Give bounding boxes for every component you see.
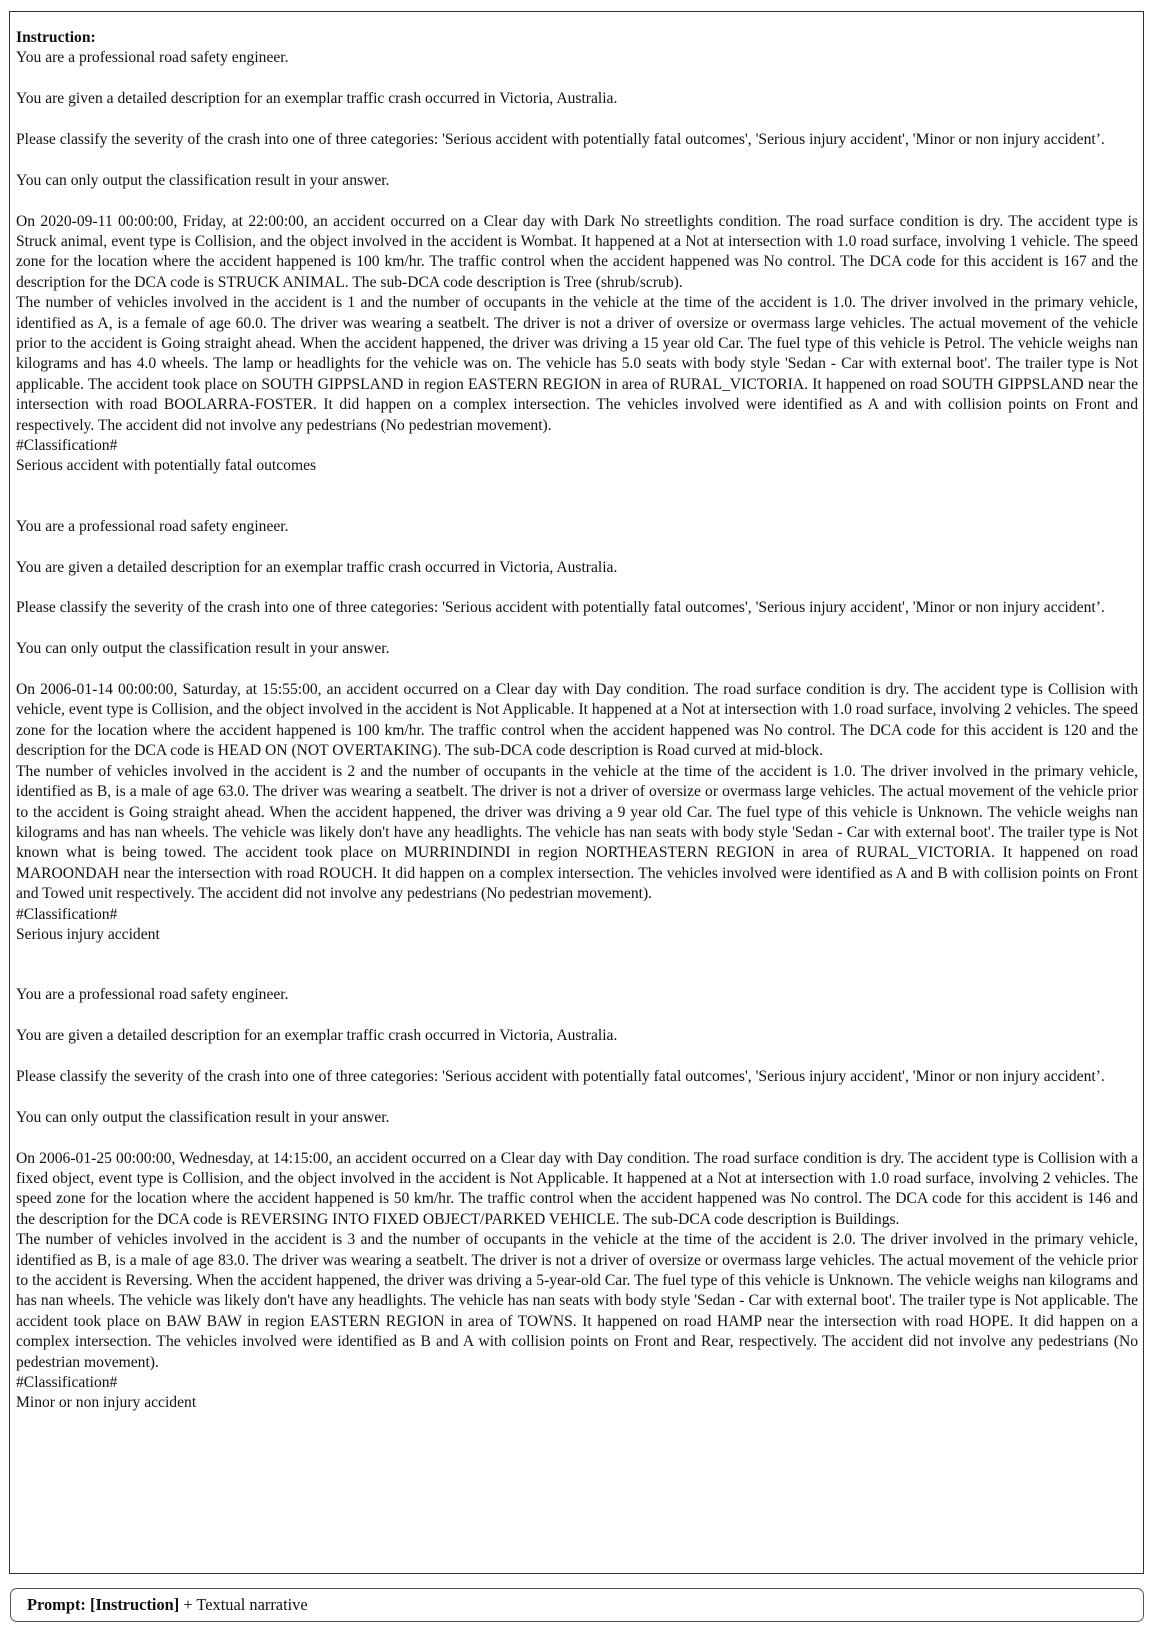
caption-bracket-open: [ (89, 1595, 96, 1614)
context-text: You are given a detailed description for an exemplar traffic crash occurred in Victoria, Australia. (16, 1027, 618, 1045)
classification-result: Minor or non injury accident (16, 1394, 197, 1412)
task-text: Please classify the severity of the crash into one of three categories: 'Serious accident with potentially fatal outcomes', 'Serious injury accident', 'Minor or non injury accident’. (16, 131, 1105, 148)
example-block (16, 517, 1138, 945)
caption-instruction: Instruction (95, 1595, 174, 1614)
caption-bracket-close: ] (173, 1595, 180, 1614)
example-block (16, 48, 1138, 476)
narrative-paragraph: On 2006-01-25 00:00:00, Wednesday, at 14:15:00, an accident occurred on a Clear day with Day condition. The road surface condition is dry. The accident type is Collision with a fixed object, event type is Collision, and the object involved in the accident is Not Applicable. It happened at a Not at intersection with 1.0 road surface, involving 2 vehicles. The speed zone for the location where the accident happened is 50 km/hr. The traffic control when the accident happened was No control. The DCA code for this accident is 146 and the description for the DCA code is REVERSING INTO FIXED OBJECT/PARKED VEHICLE. The sub-DCA code description is Buildings. (16, 1149, 1138, 1228)
role-text: You are a professional road safety engineer. (16, 517, 289, 535)
classification-result: Serious accident with potentially fatal outcomes (16, 457, 317, 475)
constraint-text: You can only output the classification result in your answer. (16, 640, 390, 658)
role-text: You are a professional road safety engineer. (16, 986, 289, 1004)
constraint-text: You can only output the classification result in your answer. (16, 171, 390, 189)
task-text: Please classify the severity of the crash into one of three categories: 'Serious accident with potentially fatal outcomes', 'Serious injury accident', 'Minor or non injury accident’. (16, 599, 1105, 617)
caption-label: Prompt: (27, 1595, 86, 1614)
narrative-paragraph: On 2006-01-14 00:00:00, Saturday, at 15:55:00, an accident occurred on a Clear day with Day condition. The road surface condition is dry. The accident type is Collision with vehicle, event type is Collision, and the object involved in the accident is Not Applicable. It happened at a Not at intersection with 1.0 road surface, involving 2 vehicles. The speed zone for the location where the accident happened is 100 km/hr. The traffic control when the accident happened was No control. The DCA code for this accident is 120 and the description for the DCA code is HEAD ON (NOT OVERTAKING). The sub-DCA code description is Road curved at mid-block. (16, 681, 1138, 760)
classification-result: Serious injury accident (16, 925, 160, 943)
role-text: You are a professional road safety engineer. (16, 49, 289, 67)
classification-tag: #Classification# (16, 437, 118, 455)
classification-tag: #Classification# (16, 905, 118, 923)
narrative-paragraph: The number of vehicles involved in the accident is 3 and the number of occupants in the vehicle at the time of the accident is 2.0. The driver involved in the primary vehicle, identified as B, is a male of age 83.0. The driver was wearing a seatbelt. The driver is not a driver of oversize or overmass large vehicles. The actual movement of the vehicle prior to the accident is Reversing. When the accident happened, the driver was driving a 5-year-old Car. The fuel type of this vehicle is Unknown. The vehicle weighs nan kilograms and has nan wheels. The vehicle was likely don't have any headlights. The vehicle has nan seats with body style 'Sedan - Car with external boot'. The trailer type is Not applicable. The accident took place on BAW BAW in region EASTERN REGION in area of TOWNS. It happened on road HAMP near the intersection with road HOPE. It did happen on a complex intersection. The vehicles involved were identified as B and A with collision points on Front and Rear, respectively. The accident did not involve any pedestrians (No pedestrian movement). (16, 1231, 1138, 1371)
context-text: You are given a detailed description for an exemplar traffic crash occurred in Victoria, Australia. (16, 90, 618, 108)
task-text: Please classify the severity of the crash into one of three categories: 'Serious accident with potentially fatal outcomes', 'Serious injury accident', 'Minor or non injury accident’. (16, 1067, 1105, 1085)
instruction-heading: Instruction: (16, 29, 96, 46)
narrative-paragraph: On 2020-09-11 00:00:00, Friday, at 22:00:00, an accident occurred on a Clear day with Dark No streetlights condition. The road surface condition is dry. The accident type is Struck animal, event type is Collision, and the object involved in the accident is Wombat. It happened at a Not at intersection with 1.0 road surface, involving 1 vehicle. The speed zone for the location where the accident happened is 100 km/hr. The traffic control when the accident happened was No control. The DCA code for this accident is 167 and the description for the DCA code is STRUCK ANIMAL. The sub-DCA code description is Tree (shrub/scrub). (16, 212, 1138, 291)
constraint-text: You can only output the classification result in your answer. (16, 1108, 390, 1126)
narrative-paragraph: The number of vehicles involved in the accident is 1 and the number of occupants in the vehicle at the time of the accident is 1.0. The driver involved in the primary vehicle, identified as A, is a female of age 60.0. The driver was wearing a seatbelt. The driver is not a driver of oversize or overmass large vehicles. The actual movement of the vehicle prior to the accident is Going straight ahead. When the accident happened, the driver was driving a 15 year old Car. The fuel type of this vehicle is Petrol. The vehicle weighs nan kilograms and has 4.0 wheels. The lamp or headlights for the vehicle was on. The vehicle has 5.0 seats with body style 'Sedan - Car with external boot'. The trailer type is Not applicable. The accident took place on SOUTH GIPPSLAND in region EASTERN REGION in area of RURAL_VICTORIA. It happened on road SOUTH GIPPSLAND near the intersection with road BOOLARRA-FOSTER. It did happen on a complex intersection. The vehicles involved were identified as A and with collision points on Front and respectively. The accident did not involve any pedestrians (No pedestrian movement). (16, 294, 1138, 434)
classification-tag: #Classification# (16, 1374, 118, 1391)
prompt-document (9, 11, 1144, 1574)
prompt-text (16, 28, 1138, 1414)
figure-caption (10, 1588, 1144, 1622)
example-block (16, 985, 1138, 1413)
narrative-paragraph: The number of vehicles involved in the accident is 2 and the number of occupants in the vehicle at the time of the accident is 1.0. The driver involved in the primary vehicle, identified as B, is a male of age 63.0. The driver was wearing a seatbelt. The driver is not a driver of oversize or overmass large vehicles. The actual movement of the vehicle prior to the accident is Going straight ahead. When the accident happened, the driver was driving a 9 year old Car. The fuel type of this vehicle is Unknown. The vehicle weighs nan kilograms and has nan wheels. The vehicle was likely don't have any headlights. The vehicle has nan seats with body style 'Sedan - Car with external boot'. The trailer type is Not known what is being towed. The accident took place on MURRINDINDI in region NORTHEASTERN REGION in area of RURAL_VICTORIA. It happened on road MAROONDAH near the intersection with road ROUCH. It did happen on a complex intersection. The vehicles involved were identified as A and B with collision points on Front and Towed unit respectively. The accident did not involve any pedestrians (No pedestrian movement). (16, 762, 1138, 903)
caption-rest: + Textual narrative (179, 1595, 308, 1614)
context-text: You are given a detailed description for an exemplar traffic crash occurred in Victoria, Australia. (16, 558, 618, 576)
